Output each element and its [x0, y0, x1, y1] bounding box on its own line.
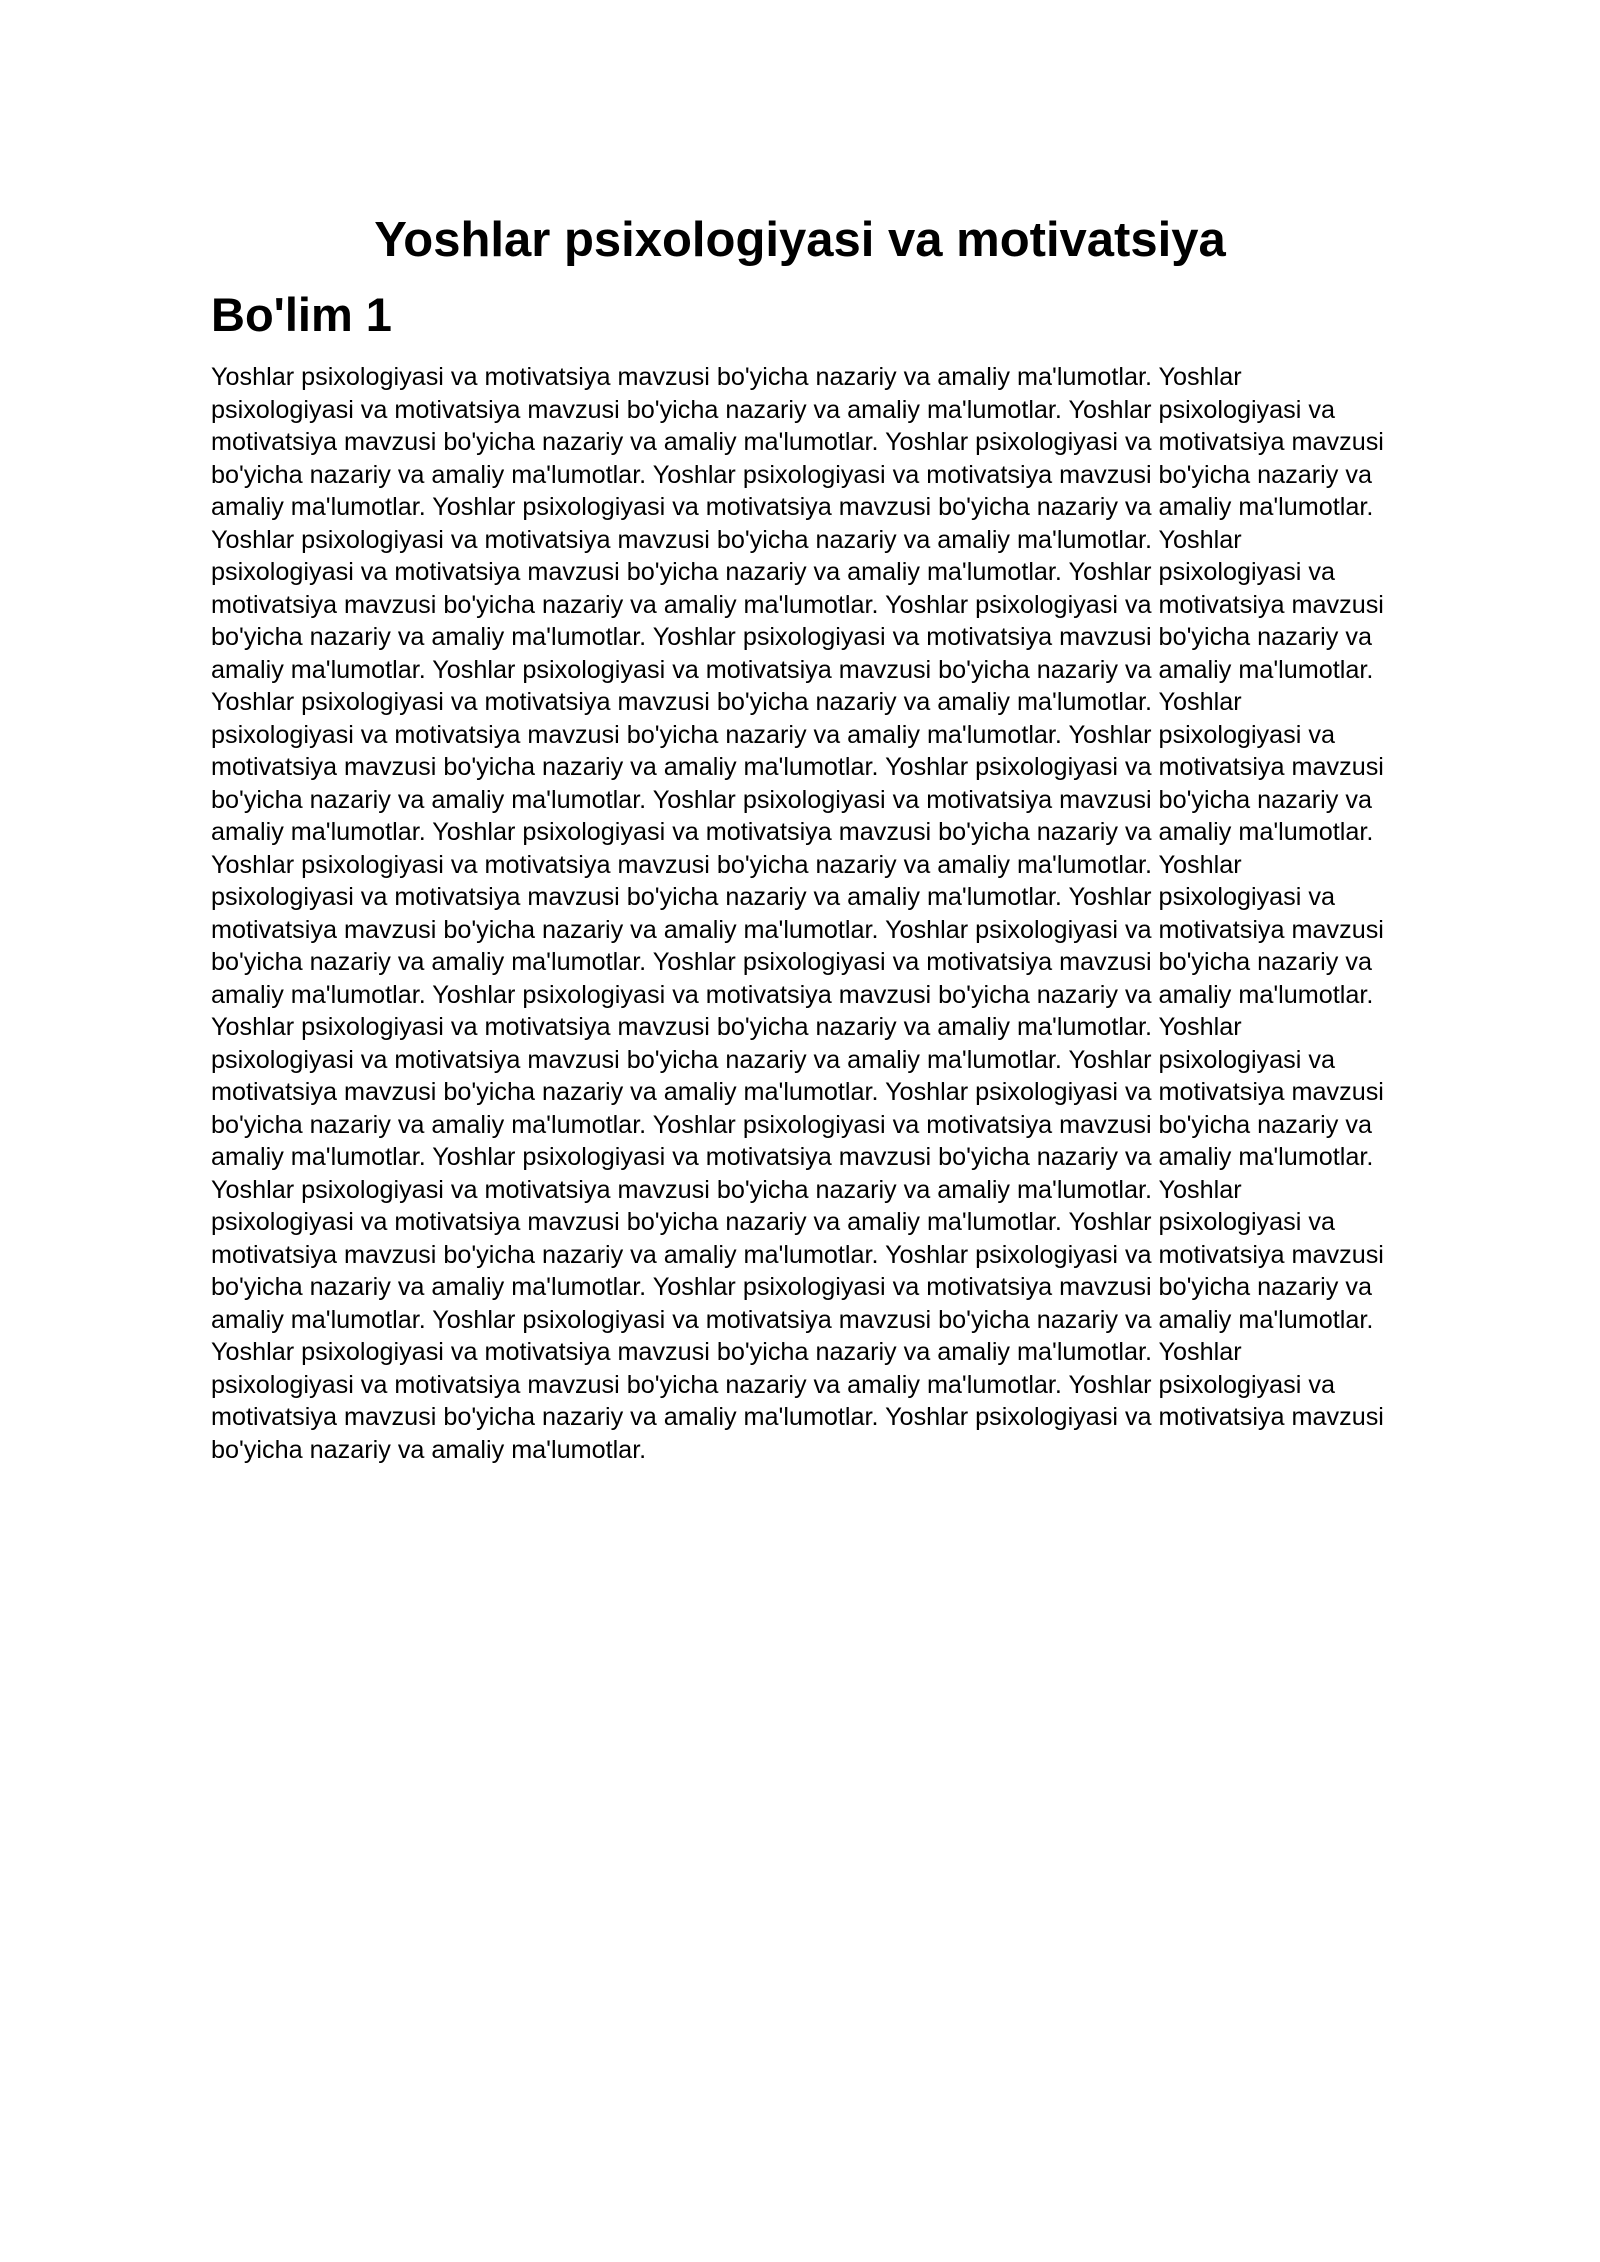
section-heading: Bo'lim 1: [211, 288, 392, 341]
page-title-text: Yoshlar psixologiyasi va motivatsiya: [374, 213, 1226, 267]
page-title: [0, 208, 1600, 272]
body-paragraph: Yoshlar psixologiyasi va motivatsiya mavzusi bo'yicha nazariy va amaliy ma'lumotlar. Yoshlar psixologiyasi va motivatsiya mavzusi bo'yicha nazariy va amaliy ma'lumotlar. Yoshlar psixologiyasi va motivatsiya mavzusi bo'yicha nazariy va amaliy ma'lumotlar. Yoshlar psixologiyasi va motivatsiya mavzusi bo'yicha nazariy va amaliy ma'lumotlar. Yoshlar psixologiyasi va motivatsiya mavzusi bo'yicha nazariy va amaliy ma'lumotlar. Yoshlar psixologiyasi va motivatsiya mavzusi bo'yicha nazariy va amaliy ma'lumotlar. Yoshlar psixologiyasi va motivatsiya mavzusi bo'yicha nazariy va amaliy ma'lumotlar. Yoshlar psixologiyasi va motivatsiya mavzusi bo'yicha nazariy va amaliy ma'lumotlar. Yoshlar psixologiyasi va motivatsiya mavzusi bo'yicha nazariy va amaliy ma'lumotlar. Yoshlar psixologiyasi va motivatsiya mavzusi bo'yicha nazariy va amaliy ma'lumotlar. Yoshlar psixologiyasi va motivatsiya mavzusi bo'yicha nazariy va amaliy ma'lumotlar. Yoshlar psixologiyasi va motivatsiya mavzusi bo'yicha nazariy va amaliy ma'lumotlar. Yoshlar psixologiyasi va motivatsiya mavzusi bo'yicha nazariy va amaliy ma'lumotlar. Yoshlar psixologiyasi va motivatsiya mavzusi bo'yicha nazariy va amaliy ma'lumotlar. Yoshlar psixologiyasi va motivatsiya mavzusi bo'yicha nazariy va amaliy ma'lumotlar. Yoshlar psixologiyasi va motivatsiya mavzusi bo'yicha nazariy va amaliy ma'lumotlar. Yoshlar psixologiyasi va motivatsiya mavzusi bo'yicha nazariy va amaliy ma'lumotlar. Yoshlar psixologiyasi va motivatsiya mavzusi bo'yicha nazariy va amaliy ma'lumotlar. Yoshlar psixologiyasi va motivatsiya mavzusi bo'yicha nazariy va amaliy ma'lumotlar. Yoshlar psixologiyasi va motivatsiya mavzusi bo'yicha nazariy va amaliy ma'lumotlar. Yoshlar psixologiyasi va motivatsiya mavzusi bo'yicha nazariy va amaliy ma'lumotlar. Yoshlar psixologiyasi va motivatsiya mavzusi bo'yicha nazariy va amaliy ma'lumotlar. Yoshlar psixologiyasi va motivatsiya mavzusi bo'yicha nazariy va amaliy ma'lumotlar. Yoshlar psixologiyasi va motivatsiya mavzusi bo'yicha nazariy va amaliy ma'lumotlar. Yoshlar psixologiyasi va motivatsiya mavzusi bo'yicha nazariy va amaliy ma'lumotlar. Yoshlar psixologiyasi va motivatsiya mavzusi bo'yicha nazariy va amaliy ma'lumotlar. Yoshlar psixologiyasi va motivatsiya mavzusi bo'yicha nazariy va amaliy ma'lumotlar. Yoshlar psixologiyasi va motivatsiya mavzusi bo'yicha nazariy va amaliy ma'lumotlar. Yoshlar psixologiyasi va motivatsiya mavzusi bo'yicha nazariy va amaliy ma'lumotlar. Yoshlar psixologiyasi va motivatsiya mavzusi bo'yicha nazariy va amaliy ma'lumotlar. Yoshlar psixologiyasi va motivatsiya mavzusi bo'yicha nazariy va amaliy ma'lumotlar. Yoshlar psixologiyasi va motivatsiya mavzusi bo'yicha nazariy va amaliy ma'lumotlar. Yoshlar psixologiyasi va motivatsiya mavzusi bo'yicha nazariy va amaliy ma'lumotlar. Yoshlar psixologiyasi va motivatsiya mavzusi bo'yicha nazariy va amaliy ma'lumotlar. Yoshlar psixologiyasi va motivatsiya mavzusi bo'yicha nazariy va amaliy ma'lumotlar. Yoshlar psixologiyasi va motivatsiya mavzusi bo'yicha nazariy va amaliy ma'lumotlar. Yoshlar psixologiyasi va motivatsiya mavzusi bo'yicha nazariy va amaliy ma'lumotlar. Yoshlar psixologiyasi va motivatsiya mavzusi bo'yicha nazariy va amaliy ma'lumotlar. Yoshlar psixologiyasi va motivatsiya mavzusi bo'yicha nazariy va amaliy ma'lumotlar. Yoshlar psixologiyasi va motivatsiya mavzusi bo'yicha nazariy va amaliy ma'lumotlar.: [211, 363, 1384, 1464]
